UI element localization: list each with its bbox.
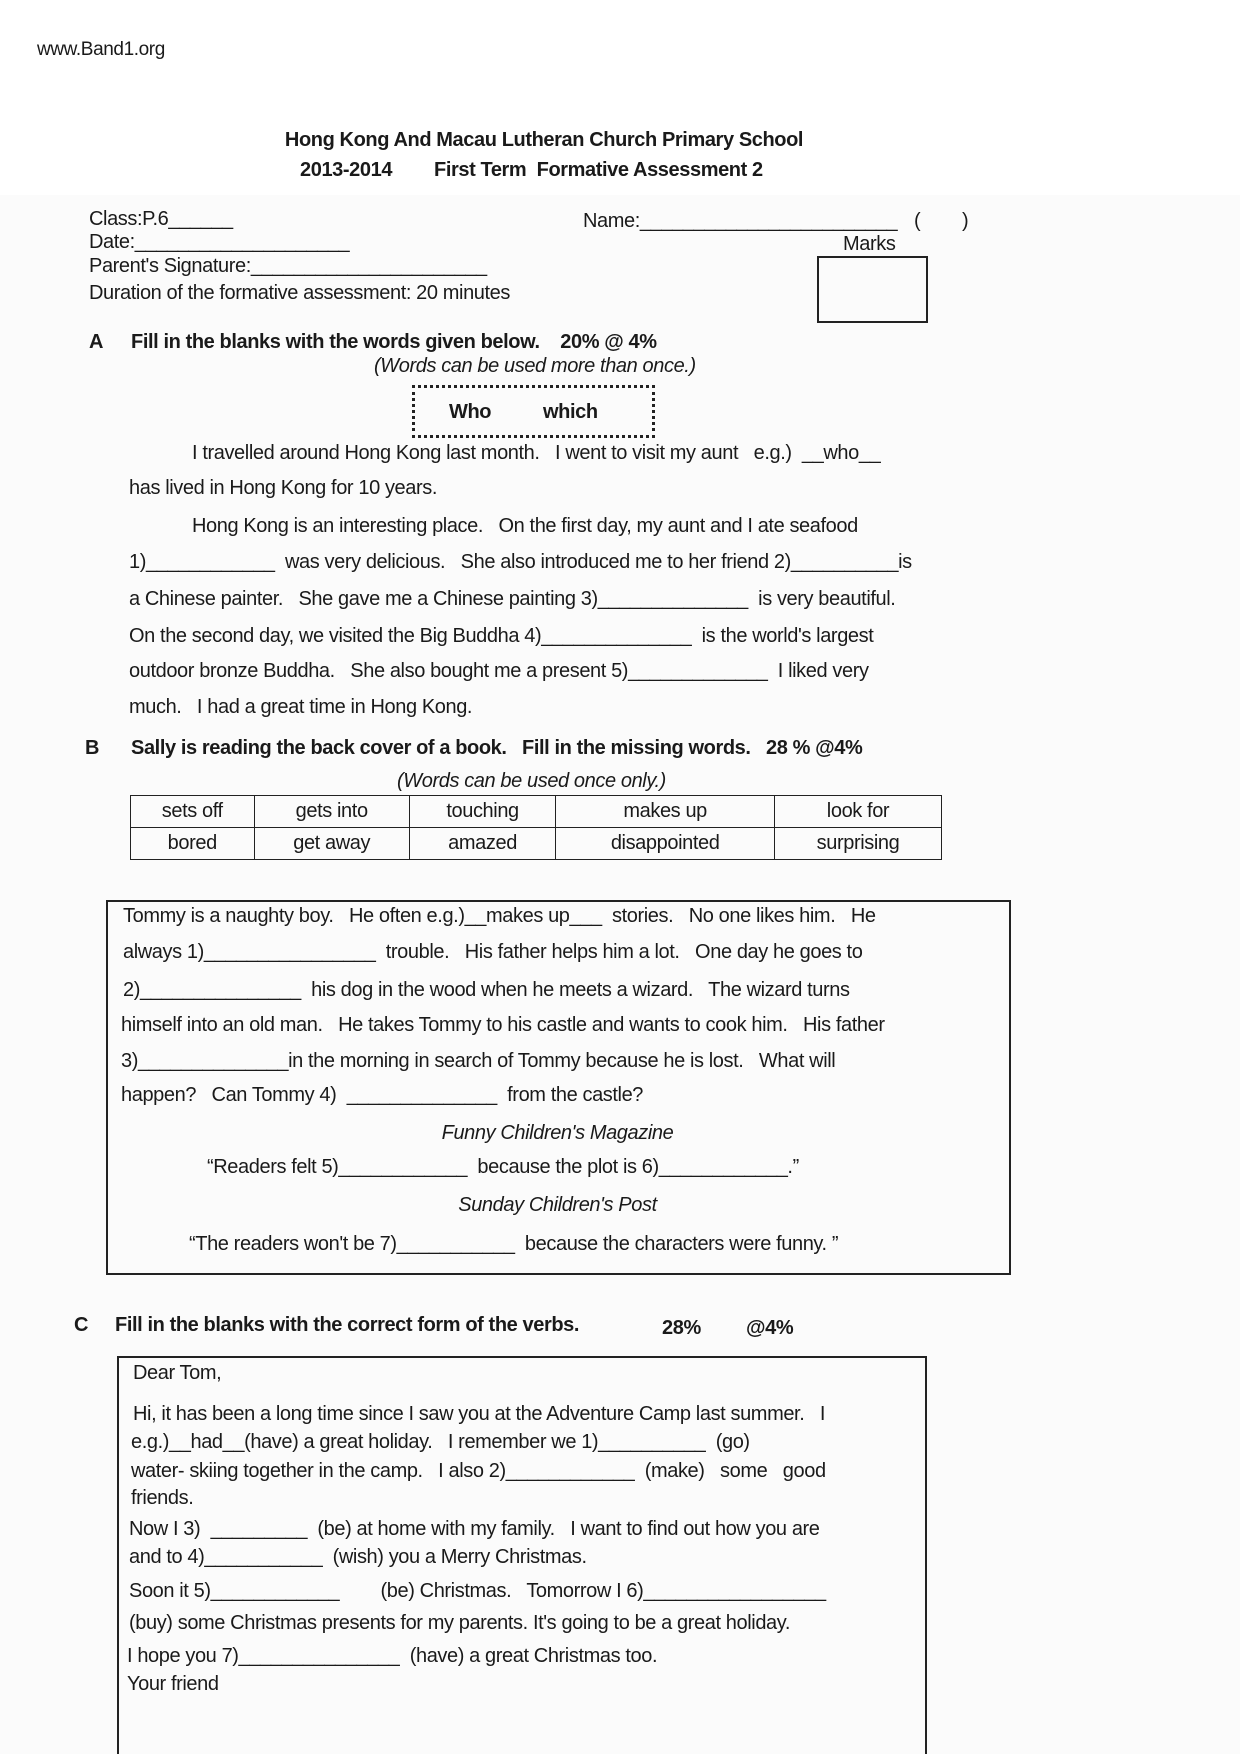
word-cell: amazed <box>409 828 555 860</box>
section-a-note: (Words can be used more than once.) <box>374 355 696 377</box>
review-quote: “The readers won't be 7)___________ because the characters were funny. ” <box>189 1233 839 1255</box>
letter-line: Dear Tom, <box>133 1362 222 1384</box>
class-field: Class:P.6______ <box>89 208 233 230</box>
school-name: Hong Kong And Macau Lutheran Church Primary School <box>284 129 804 151</box>
passage-line: Hong Kong is an interesting place. On the first day, my aunt and I ate seafood <box>192 515 858 537</box>
word-cell: gets into <box>254 796 409 828</box>
section-b-letter: B <box>85 737 100 759</box>
letter-line: (buy) some Christmas presents for my parents. It's going to be a great holiday. <box>129 1612 791 1634</box>
story-line: 3)______________in the morning in search of Tommy because he is lost. What will <box>121 1050 836 1072</box>
word-cell: disappointed <box>556 828 775 860</box>
section-c-percent: 28% <box>662 1317 701 1339</box>
word-cell: bored <box>131 828 255 860</box>
marks-box <box>817 256 928 323</box>
letter-line: e.g.)__had__(have) a great holiday. I remember we 1)__________ (go) <box>131 1431 750 1453</box>
section-c-each: @4% <box>746 1317 794 1339</box>
word-cell: surprising <box>774 828 941 860</box>
letter-line: Soon it 5)____________ (be) Christmas. Tomorrow I 6)_________________ <box>129 1580 826 1602</box>
marks-label: Marks <box>843 233 896 255</box>
story-line: 2)_______________ his dog in the wood when he meets a wizard. The wizard turns <box>123 979 850 1001</box>
section-a-letter: A <box>89 331 104 353</box>
word-cell: look for <box>774 796 941 828</box>
passage-line: I travelled around Hong Kong last month. I went to visit my aunt e.g.) __who__ <box>192 442 881 464</box>
class-number-close: ) <box>962 210 969 232</box>
passage-line: On the second day, we visited the Big Buddha 4)______________ is the world's largest <box>129 625 874 647</box>
letter-line: Now I 3) _________ (be) at home with my family. I want to find out how you are <box>129 1518 820 1540</box>
passage-line: outdoor bronze Buddha. She also bought me a present 5)_____________ I liked very <box>129 660 869 682</box>
signature-field: Parent's Signature:______________________ <box>89 255 487 277</box>
word-cell: sets off <box>131 796 255 828</box>
letter-line: I hope you 7)_______________ (have) a great Christmas too. <box>127 1645 658 1667</box>
review-source: Sunday Children's Post <box>458 1194 657 1216</box>
word-cell: makes up <box>556 796 775 828</box>
section-b-heading: Sally is reading the back cover of a book. Fill in the missing words. 28 % @4% <box>131 737 863 759</box>
story-line: always 1)________________ trouble. His father helps him a lot. One day he goes to <box>123 941 863 963</box>
story-line: Tommy is a naughty boy. He often e.g.)__makes up___ stories. No one likes him. He <box>123 905 876 927</box>
passage-line: much. I had a great time in Hong Kong. <box>129 696 473 718</box>
word-cell: touching <box>409 796 555 828</box>
section-b-note: (Words can be used once only.) <box>397 770 666 792</box>
word-which: which <box>543 401 598 423</box>
letter-line: Your friend <box>127 1673 219 1695</box>
letter-line: friends. <box>131 1487 194 1509</box>
word-table <box>130 795 942 860</box>
assessment-title: First Term Formative Assessment 2 <box>434 159 763 181</box>
story-line: happen? Can Tommy 4) ______________ from the castle? <box>121 1084 644 1106</box>
review-source: Funny Children's Magazine <box>441 1122 674 1144</box>
table-row <box>131 828 942 860</box>
watermark: www.Band1.org <box>37 39 165 60</box>
name-field: Name:________________________ <box>583 210 898 232</box>
section-a-heading: Fill in the blanks with the words given below. 20% @ 4% <box>131 331 657 353</box>
letter-line: Hi, it has been a long time since I saw you at the Adventure Camp last summer. I <box>133 1403 825 1425</box>
duration-text: Duration of the formative assessment: 20 minutes <box>89 282 511 304</box>
section-c-letter: C <box>74 1314 89 1336</box>
class-number-open: ( <box>914 210 921 232</box>
review-quote: “Readers felt 5)____________ because the plot is 6)____________.” <box>207 1156 799 1178</box>
passage-line: 1)____________ was very delicious. She also introduced me to her friend 2)__________is <box>129 551 912 573</box>
passage-line: has lived in Hong Kong for 10 years. <box>129 477 438 499</box>
school-year: 2013-2014 <box>300 159 393 181</box>
story-line: himself into an old man. He takes Tommy to his castle and wants to cook him. His father <box>121 1014 885 1036</box>
letter-line: water- skiing together in the camp. I also 2)____________ (make) some good <box>131 1460 826 1482</box>
passage-line: a Chinese painter. She gave me a Chinese painting 3)______________ is very beautiful. <box>129 588 896 610</box>
section-c-heading: Fill in the blanks with the correct form of the verbs. <box>115 1314 580 1336</box>
word-who: Who <box>449 401 492 423</box>
word-cell: get away <box>254 828 409 860</box>
date-field: Date:____________________ <box>89 231 350 253</box>
letter-line: and to 4)___________ (wish) you a Merry Christmas. <box>129 1546 587 1568</box>
table-row <box>131 796 942 828</box>
